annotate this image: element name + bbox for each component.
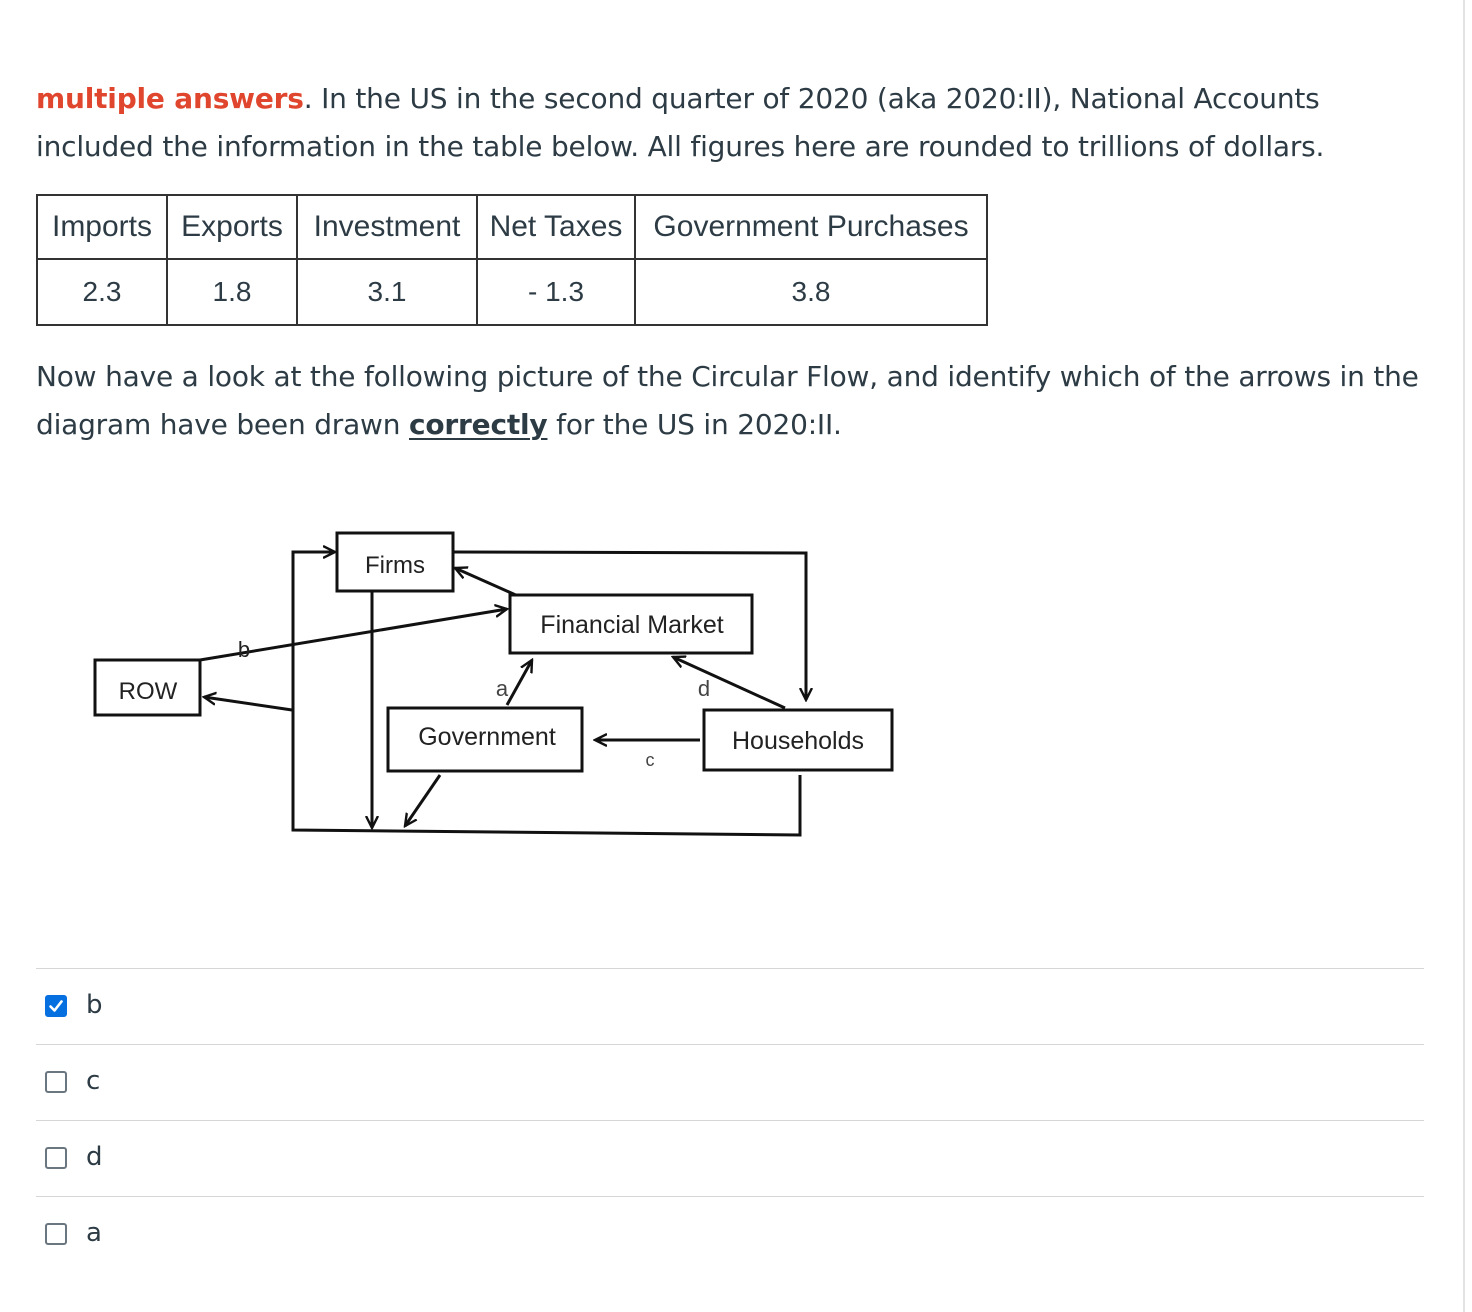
table-header-cell: Exports: [167, 195, 297, 259]
prompt-emphasis: correctly: [409, 408, 548, 441]
checkbox-checked[interactable]: [45, 995, 67, 1017]
table-row: [37, 259, 987, 325]
government-label: Government: [418, 723, 556, 751]
households-label: Households: [731, 727, 865, 755]
answer-option-label: d: [86, 1142, 103, 1172]
prompt-text: Now have a look at the following picture of the Circular Flow, and identify which of the arrows in the diagram have been drawn: [36, 360, 1419, 441]
arrow-label-b: b: [237, 637, 251, 662]
answer-option-label: b: [86, 990, 103, 1020]
financial-market-label: Financial Market: [540, 611, 724, 639]
table-cell: 2.3: [37, 259, 167, 325]
answer-option-a[interactable]: [36, 1196, 1424, 1272]
table-header-cell: Net Taxes: [477, 195, 635, 259]
answer-option-c[interactable]: [36, 1044, 1424, 1120]
table-cell: 3.8: [635, 259, 987, 325]
table-header-cell: Government Purchases: [635, 195, 987, 259]
national-accounts-table: [36, 194, 988, 326]
checkbox[interactable]: [45, 1147, 67, 1169]
answer-option-label: a: [86, 1218, 102, 1248]
table-cell: - 1.3: [477, 259, 635, 325]
table-header-cell: Imports: [37, 195, 167, 259]
answer-option-label: c: [86, 1066, 101, 1096]
question-type-label: multiple answers: [36, 82, 304, 115]
prompt-text-end: for the US in 2020:II.: [547, 408, 842, 441]
scroll-edge-divider: [1463, 0, 1465, 1312]
table-header-cell: Investment: [297, 195, 477, 259]
checkbox[interactable]: [45, 1071, 67, 1093]
arrow-label-c: c: [645, 750, 655, 770]
checkmark-icon: [48, 998, 64, 1014]
table-cell: 1.8: [167, 259, 297, 325]
arrow-label-d: d: [697, 676, 711, 701]
question-intro-text: . In the US in the second quarter of 2020 (aka 2020:II), National Accounts included the information in the table below. All figures here are rounded to trillions of dollars.: [36, 82, 1325, 163]
checkbox[interactable]: [45, 1223, 67, 1245]
answer-option-b[interactable]: [36, 968, 1424, 1044]
answer-option-d[interactable]: [36, 1120, 1424, 1196]
answer-options: [36, 968, 1424, 1272]
question-prompt: [36, 353, 1436, 449]
arrow-label-a: a: [495, 676, 509, 701]
table-header-row: [37, 195, 987, 259]
question-intro: [36, 75, 1436, 171]
firms-label: Firms: [365, 552, 425, 579]
table-cell: 3.1: [297, 259, 477, 325]
row-label: ROW: [118, 678, 178, 705]
circular-flow-diagram: [80, 520, 910, 850]
